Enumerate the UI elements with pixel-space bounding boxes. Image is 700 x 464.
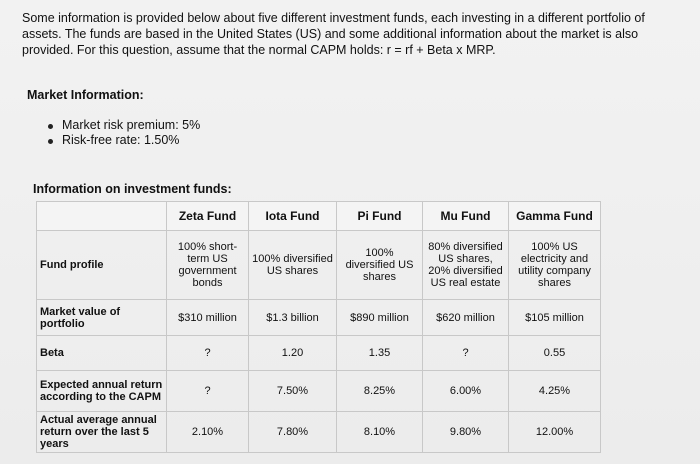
table-cell: 100% diversified US shares [249,231,337,300]
row-label: Fund profile [37,231,167,300]
col-header-pi: Pi Fund [337,202,423,231]
table-cell: ? [167,336,249,371]
table-cell: 100% US electricity and utility company shares [509,231,601,300]
table-cell: 12.00% [509,412,601,453]
table-cell: 8.10% [337,412,423,453]
table-header-row [37,202,601,231]
table-cell: $1.3 billion [249,300,337,336]
col-header-iota: Iota Fund [249,202,337,231]
table-cell: 1.20 [249,336,337,371]
table-cell: $310 million [167,300,249,336]
table-cell: 7.80% [249,412,337,453]
header-corner [37,202,167,231]
table-cell: 1.35 [337,336,423,371]
table-row-market-value [37,300,601,336]
table-cell: $105 million [509,300,601,336]
table-cell: 6.00% [423,371,509,412]
market-heading: Market Information: [27,88,144,102]
table-cell: 2.10% [167,412,249,453]
table-cell: ? [423,336,509,371]
table-cell: $620 million [423,300,509,336]
table-row-beta [37,336,601,371]
table-row-fund-profile [37,231,601,300]
table-cell: ? [167,371,249,412]
row-label: Market value of portfolio [37,300,167,336]
table-cell: 4.25% [509,371,601,412]
bullet-market-risk-premium: Market risk premium: 5% [48,118,200,133]
col-header-zeta: Zeta Fund [167,202,249,231]
row-label: Beta [37,336,167,371]
table-cell: 100% short-term US government bonds [167,231,249,300]
table-cell: $890 million [337,300,423,336]
table-cell: 100% diversified US shares [337,231,423,300]
table-cell: 8.25% [337,371,423,412]
table-cell: 0.55 [509,336,601,371]
table-cell: 9.80% [423,412,509,453]
table-cell: 7.50% [249,371,337,412]
row-label: Actual average annual return over the last 5 years [37,412,167,453]
table-row-expected-return [37,371,601,412]
table-cell: 80% diversified US shares, 20% diversified US real estate [423,231,509,300]
funds-table [36,201,601,453]
intro-paragraph: Some information is provided below about five different investment funds, each investing in a different portfolio of assets. The funds are based in the United States (US) and some additional information about the market is also provided. For this question, assume that the normal CAPM holds: r = rf + Beta x MRP. [22,11,645,57]
col-header-mu: Mu Fund [423,202,509,231]
table-row-actual-return [37,412,601,453]
bullet-risk-free-rate: Risk-free rate: 1.50% [48,133,200,148]
market-bullet-list [48,118,200,148]
funds-heading: Information on investment funds: [33,182,232,196]
col-header-gamma: Gamma Fund [509,202,601,231]
row-label: Expected annual return according to the CAPM [37,371,167,412]
